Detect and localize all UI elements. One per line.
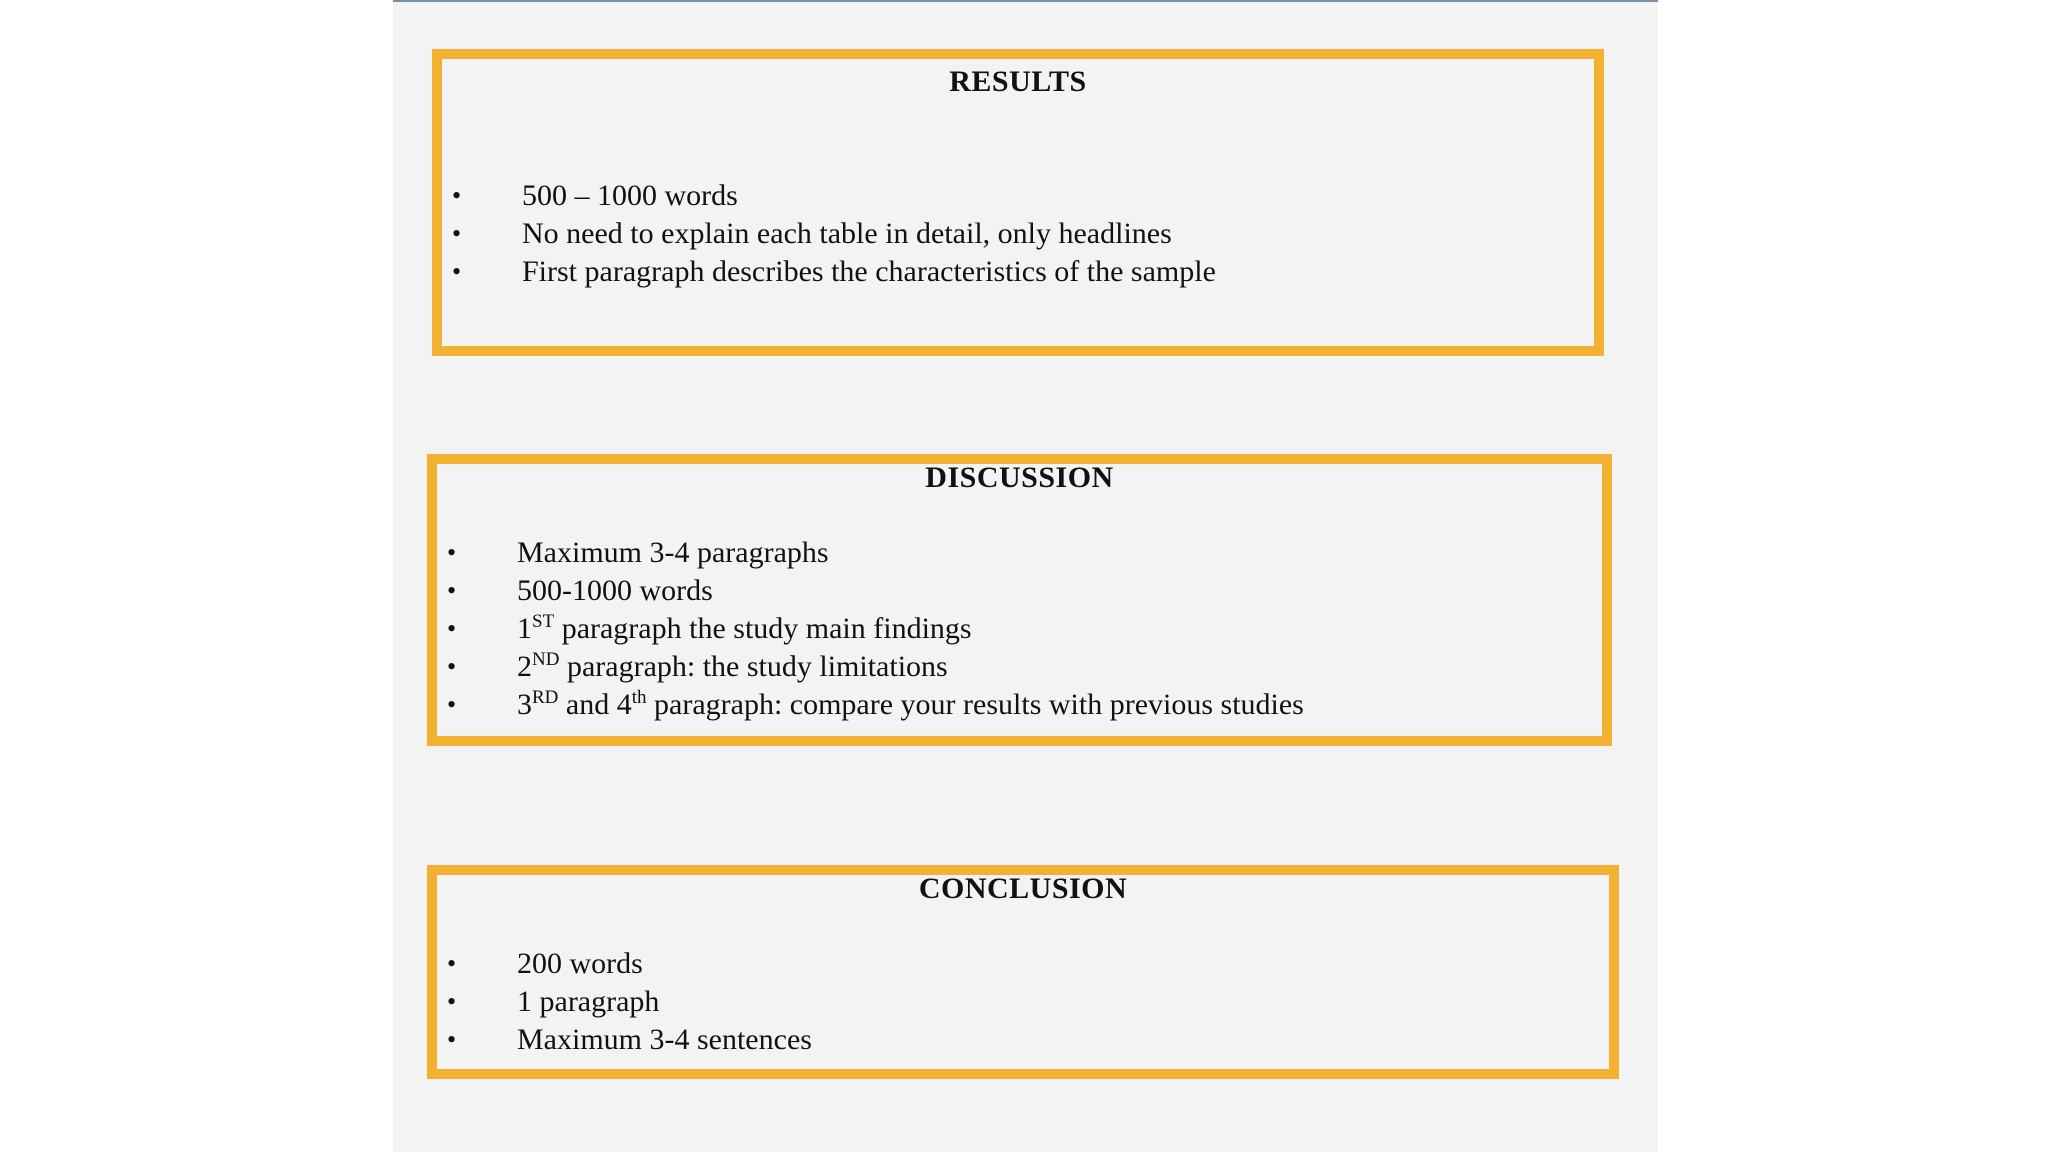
- list-item: • Maximum 3-4 sentences: [447, 1021, 812, 1059]
- discussion-list: [447, 534, 1304, 724]
- results-list: [452, 177, 1216, 291]
- list-item: • 3RD and 4th paragraph: compare your results with previous studies: [447, 686, 1304, 724]
- list-item: • First paragraph describes the characteristics of the sample: [452, 253, 1216, 291]
- conclusion-box: [427, 865, 1619, 1079]
- conclusion-title: CONCLUSION: [918, 872, 1128, 905]
- bullet-icon: •: [447, 538, 457, 567]
- results-box: [432, 49, 1604, 356]
- discussion-box: [427, 454, 1612, 746]
- bullet-icon: •: [447, 652, 457, 681]
- list-item: • No need to explain each table in detail, only headlines: [452, 215, 1216, 253]
- bullet-icon: •: [452, 257, 462, 286]
- bullet-icon: •: [447, 987, 457, 1016]
- bullet-icon: •: [447, 949, 457, 978]
- list-item: • Maximum 3-4 paragraphs: [447, 534, 1304, 572]
- document-page: [393, 0, 1658, 1152]
- results-title: RESULTS: [949, 65, 1087, 98]
- list-item: • 200 words: [447, 945, 812, 983]
- bullet-icon: •: [452, 219, 462, 248]
- bullet-icon: •: [447, 614, 457, 643]
- bullet-icon: •: [447, 1025, 457, 1054]
- list-item: • 500-1000 words: [447, 572, 1304, 610]
- bullet-icon: •: [447, 690, 457, 719]
- bullet-icon: •: [452, 181, 462, 210]
- conclusion-list: [447, 945, 812, 1059]
- bullet-icon: •: [447, 576, 457, 605]
- discussion-title: DISCUSSION: [925, 461, 1114, 494]
- list-item: • 1 paragraph: [447, 983, 812, 1021]
- list-item: • 1ST paragraph the study main findings: [447, 610, 1304, 648]
- list-item: • 500 – 1000 words: [452, 177, 1216, 215]
- list-item: • 2ND paragraph: the study limitations: [447, 648, 1304, 686]
